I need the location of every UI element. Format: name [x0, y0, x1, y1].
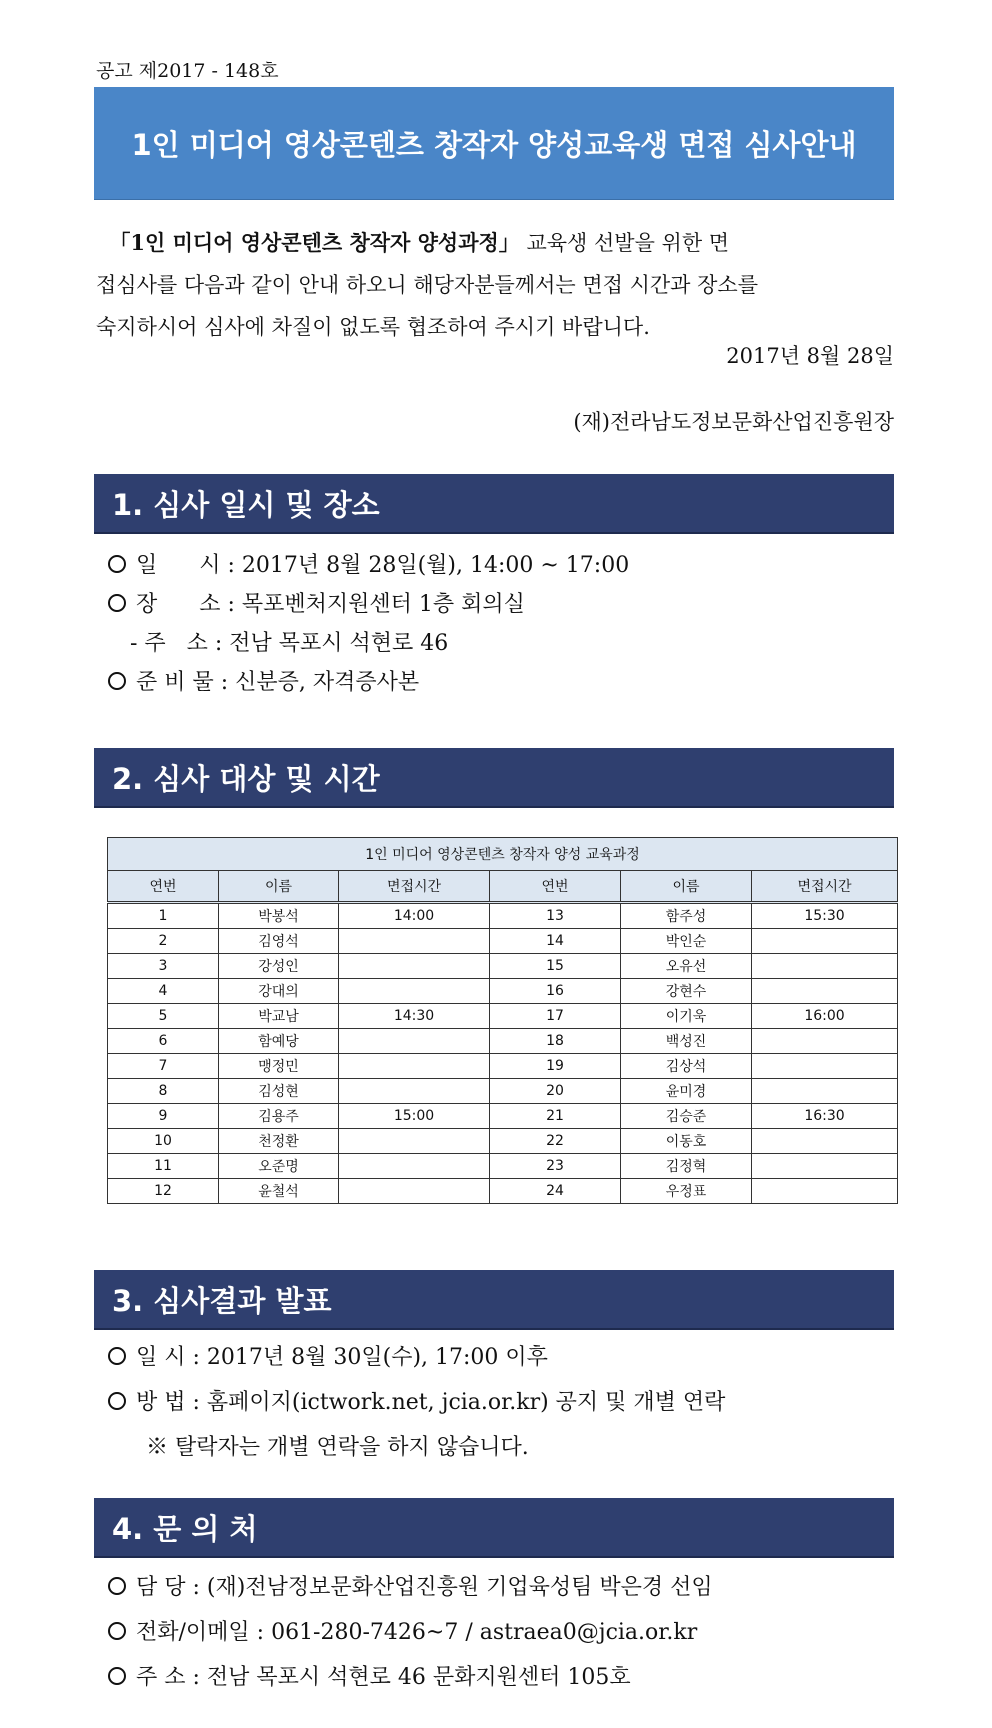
table-cell: 우정표 [621, 1179, 752, 1204]
circle-bullet-icon [108, 555, 126, 573]
circle-bullet-icon [108, 1392, 126, 1410]
table-row [108, 1029, 898, 1054]
table-row [108, 1004, 898, 1029]
contact-address-text: 주 소 : 전남 목포시 석현로 46 문화지원센터 105호 [136, 1665, 631, 1690]
table-cell: 오준명 [219, 1154, 339, 1179]
table-cell: 7 [108, 1054, 219, 1079]
section-3-title: 3. 심사결과 발표 [112, 1283, 332, 1318]
table-cell [339, 1154, 490, 1179]
contact-person [108, 1570, 713, 1601]
table-cell: 24 [490, 1179, 621, 1204]
table-cell: 이기욱 [621, 1004, 752, 1029]
table-cell: 15:00 [339, 1104, 490, 1129]
notice-date: 2017년 8월 28일 [726, 344, 894, 368]
table-cell: 오유선 [621, 954, 752, 979]
table-cell [339, 979, 490, 1004]
table-cell [752, 1054, 898, 1079]
table-cell: 11 [108, 1154, 219, 1179]
table-row [108, 1179, 898, 1204]
section-2-header [94, 748, 894, 806]
notice-number: 공고 제2017 - 148호 [96, 60, 279, 82]
section-4-header [94, 1498, 894, 1556]
table-cell: 2 [108, 929, 219, 954]
table-row [108, 1129, 898, 1154]
result-note-text: ※ 탈락자는 개별 연락을 하지 않습니다. [146, 1435, 529, 1460]
intro-text-2: 접심사를 다음과 같이 안내 하오니 해당자분들께서는 면접 시간과 장소를 [96, 273, 758, 297]
column-header: 연번 [108, 871, 219, 903]
schedule-materials [108, 665, 419, 696]
table-cell [339, 929, 490, 954]
table-cell: 20 [490, 1079, 621, 1104]
table-cell: 김정혁 [621, 1154, 752, 1179]
table-cell: 15 [490, 954, 621, 979]
table-cell: 강현수 [621, 979, 752, 1004]
table-cell: 김성현 [219, 1079, 339, 1104]
table-row [108, 1079, 898, 1104]
table-cell [752, 1129, 898, 1154]
schedule-datetime [108, 548, 629, 579]
table-cell: 천정환 [219, 1129, 339, 1154]
schedule-address [130, 626, 448, 657]
interview-schedule-table [107, 837, 898, 1204]
course-name: 「1인 미디어 영상콘텐츠 창작자 양성과정」 [109, 230, 520, 255]
table-cell: 함예당 [219, 1029, 339, 1054]
contact-phone-email [108, 1615, 697, 1646]
table-cell [339, 954, 490, 979]
section-1-title: 1. 심사 일시 및 장소 [112, 487, 380, 522]
table-cell: 18 [490, 1029, 621, 1054]
contact-address [108, 1660, 631, 1691]
page-title-text: 1인 미디어 영상콘텐츠 창작자 양성교육생 면접 심사안내 [131, 127, 857, 162]
result-note [146, 1430, 529, 1461]
table-cell [752, 954, 898, 979]
contact-person-text: 담 당 : (재)전남정보문화산업진흥원 기업육성팀 박은경 선임 [136, 1575, 713, 1600]
table-cell: 4 [108, 979, 219, 1004]
table-cell: 김용주 [219, 1104, 339, 1129]
table-row [108, 979, 898, 1004]
table-caption: 1인 미디어 영상콘텐츠 창작자 양성 교육과정 [108, 838, 898, 871]
circle-bullet-icon [108, 1577, 126, 1595]
organization-name: (재)전라남도정보문화산업진흥원장 [573, 410, 894, 434]
page-title [94, 87, 894, 199]
column-header: 이름 [621, 871, 752, 903]
table-cell: 12 [108, 1179, 219, 1204]
table-cell: 김영석 [219, 929, 339, 954]
table-cell: 14:30 [339, 1004, 490, 1029]
table-cell: 16:00 [752, 1004, 898, 1029]
table-cell: 16 [490, 979, 621, 1004]
table-cell: 19 [490, 1054, 621, 1079]
table-cell [752, 1029, 898, 1054]
table-row [108, 954, 898, 979]
table-cell: 13 [490, 903, 621, 929]
table-cell: 이동호 [621, 1129, 752, 1154]
table-cell [752, 1179, 898, 1204]
table-cell: 14:00 [339, 903, 490, 929]
column-header: 면접시간 [752, 871, 898, 903]
table-cell: 박교남 [219, 1004, 339, 1029]
table-row [108, 1154, 898, 1179]
section-1-header [94, 474, 894, 532]
table-cell [339, 1179, 490, 1204]
section-4-title: 4. 문 의 처 [112, 1511, 258, 1546]
result-method-text: 방 법 : 홈페이지(ictwork.net, jcia.or.kr) 공지 및 개별 연락 [136, 1390, 726, 1415]
table-cell: 9 [108, 1104, 219, 1129]
schedule-materials-text: 준 비 물 : 신분증, 자격증사본 [136, 670, 420, 695]
table-cell [339, 1029, 490, 1054]
table-cell: 윤철석 [219, 1179, 339, 1204]
section-3-header [94, 1270, 894, 1328]
table-cell: 강대의 [219, 979, 339, 1004]
table-cell: 17 [490, 1004, 621, 1029]
table-cell: 23 [490, 1154, 621, 1179]
circle-bullet-icon [108, 672, 126, 690]
schedule-place-text: 장 소 : 목포벤처지원센터 1층 회의실 [136, 592, 525, 617]
schedule-datetime-text: 일 시 : 2017년 8월 28일(월), 14:00 ~ 17:00 [136, 553, 630, 578]
schedule-place [108, 587, 525, 618]
table-cell: 10 [108, 1129, 219, 1154]
table-row [108, 1054, 898, 1079]
result-date-text: 일 시 : 2017년 8월 30일(수), 17:00 이후 [136, 1345, 548, 1370]
intro-text-1: 교육생 선발을 위한 면 [519, 231, 730, 255]
table-cell: 박인순 [621, 929, 752, 954]
table-row [108, 929, 898, 954]
table-cell: 16:30 [752, 1104, 898, 1129]
table-cell: 강성인 [219, 954, 339, 979]
table-cell [339, 1054, 490, 1079]
table-cell [752, 1079, 898, 1104]
table-body [108, 903, 898, 1204]
column-header: 이름 [219, 871, 339, 903]
result-method [108, 1385, 725, 1416]
result-date [108, 1340, 548, 1371]
table-cell: 김승준 [621, 1104, 752, 1129]
table-cell: 1 [108, 903, 219, 929]
table-row [108, 903, 898, 929]
table-cell: 15:30 [752, 903, 898, 929]
contact-phone-email-text: 전화/이메일 : 061-280-7426~7 / astraea0@jcia.or.kr [136, 1620, 698, 1645]
table-cell: 백성진 [621, 1029, 752, 1054]
column-header: 면접시간 [339, 871, 490, 903]
table-cell: 5 [108, 1004, 219, 1029]
circle-bullet-icon [108, 1347, 126, 1365]
table-cell [752, 1154, 898, 1179]
section-2-title: 2. 심사 대상 및 시간 [112, 761, 380, 796]
table-cell: 6 [108, 1029, 219, 1054]
table-cell: 김상석 [621, 1054, 752, 1079]
intro-paragraph [96, 222, 894, 348]
table-cell: 8 [108, 1079, 219, 1104]
column-header: 연번 [490, 871, 621, 903]
circle-bullet-icon [108, 1667, 126, 1685]
table-cell: 21 [490, 1104, 621, 1129]
table-row [108, 1104, 898, 1129]
table-cell: 함주성 [621, 903, 752, 929]
table-cell [752, 979, 898, 1004]
table-cell: 14 [490, 929, 621, 954]
table-cell [752, 929, 898, 954]
intro-text-3: 숙지하시어 심사에 차질이 없도록 협조하여 주시기 바랍니다. [96, 315, 650, 339]
table-cell [339, 1129, 490, 1154]
table-cell: 박봉석 [219, 903, 339, 929]
circle-bullet-icon [108, 1622, 126, 1640]
table-cell: 22 [490, 1129, 621, 1154]
schedule-address-text: - 주 소 : 전남 목포시 석현로 46 [130, 631, 449, 656]
table-cell [339, 1079, 490, 1104]
circle-bullet-icon [108, 594, 126, 612]
table-cell: 3 [108, 954, 219, 979]
table-cell: 맹정민 [219, 1054, 339, 1079]
table-cell: 윤미경 [621, 1079, 752, 1104]
